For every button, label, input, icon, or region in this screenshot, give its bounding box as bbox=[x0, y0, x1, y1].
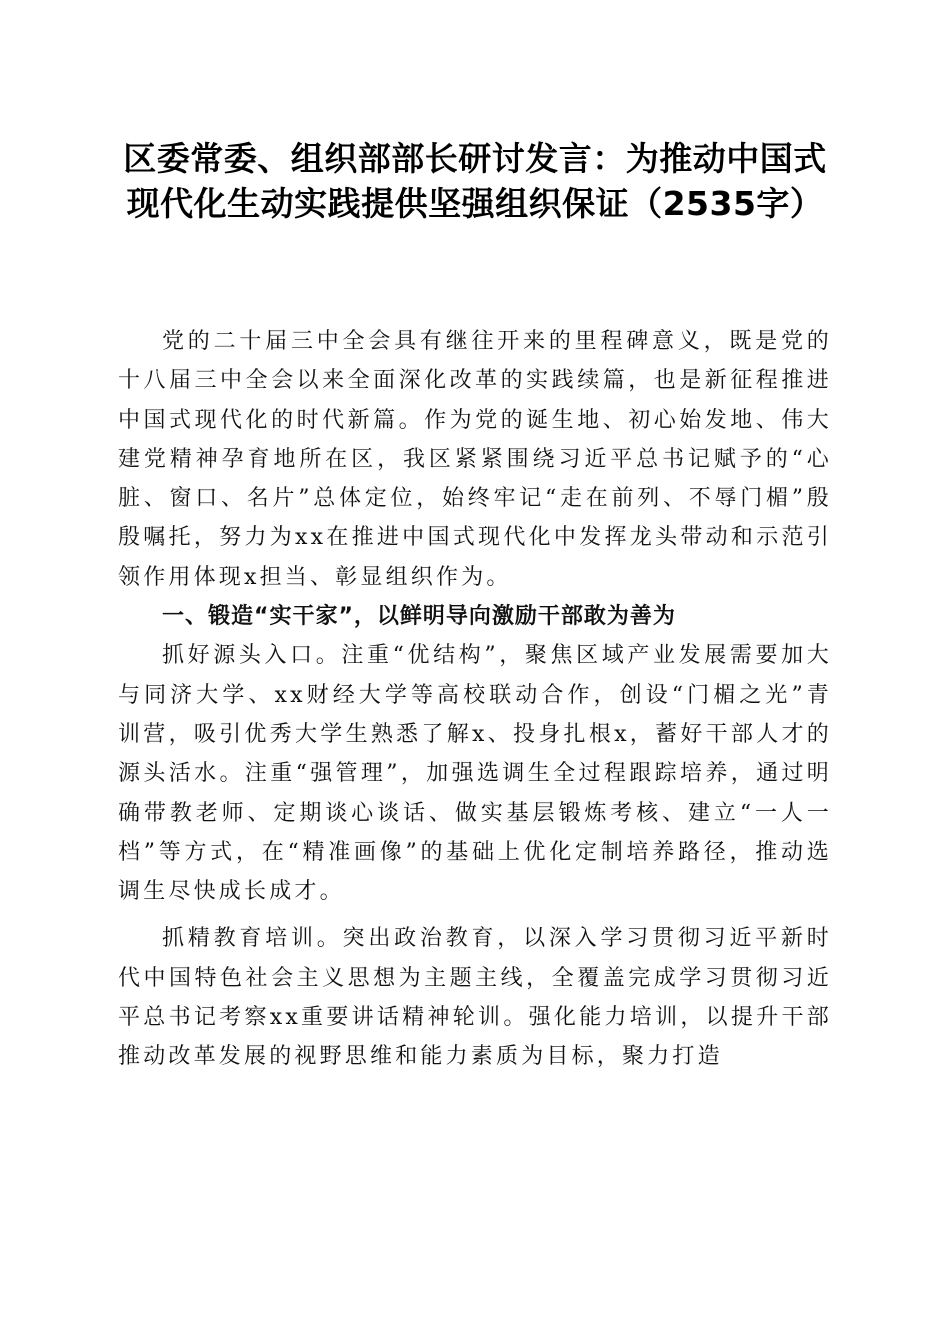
body-paragraph: 抓好源头入口。注重“优结构”，聚焦区域产业发展需要加大与同济大学、xx财经大学等高校联动合作，创设“门楣之光”青训营，吸引优秀大学生熟悉了解x、投身扎根x，蓄好干部人才的源头活水。注重“强管理”，加强选调生全过程跟踪培养，通过明确带教老师、定期谈心谈话、做实基层锻炼考核、建立“一人一档”等方式，在“精准画像”的基础上优化定制培养路径，推动选调生尽快成长成才。 bbox=[118, 643, 832, 905]
section-heading: 一、锻造“实干家”，以鲜明导向激励干部敢为善为 bbox=[162, 604, 676, 630]
body-paragraph: 抓精教育培训。突出政治教育，以深入学习贯彻习近平新时代中国特色社会主义思想为主题主线，全覆盖完成学习贯彻习近平总书记考察xx重要讲话精神轮训。强化能力培训，以提升干部推动改革发展的视野思维和能力素质为目标，聚力打造 bbox=[118, 926, 832, 1070]
document-title: 区委常委、组织部部长研讨发言：为推动中国式现代化生动实践提供坚强组织保证（2535字） bbox=[123, 139, 827, 223]
document-body bbox=[118, 322, 832, 1077]
intro-paragraph: 党的二十届三中全会具有继往开来的里程碑意义，既是党的十八届三中全会以来全面深化改革的实践续篇，也是新征程推进中国式现代化的时代新篇。作为党的诞生地、初心始发地、伟大建党精神孕育地所在区，我区紧紧围绕习近平总书记赋予的“心脏、窗口、名片”总体定位，始终牢记“走在前列、不辱门楣”殷殷嘱托，努力为xx在推进中国式现代化中发挥龙头带动和示范引领作用体现x担当、彰显组织作为。 bbox=[118, 329, 832, 590]
